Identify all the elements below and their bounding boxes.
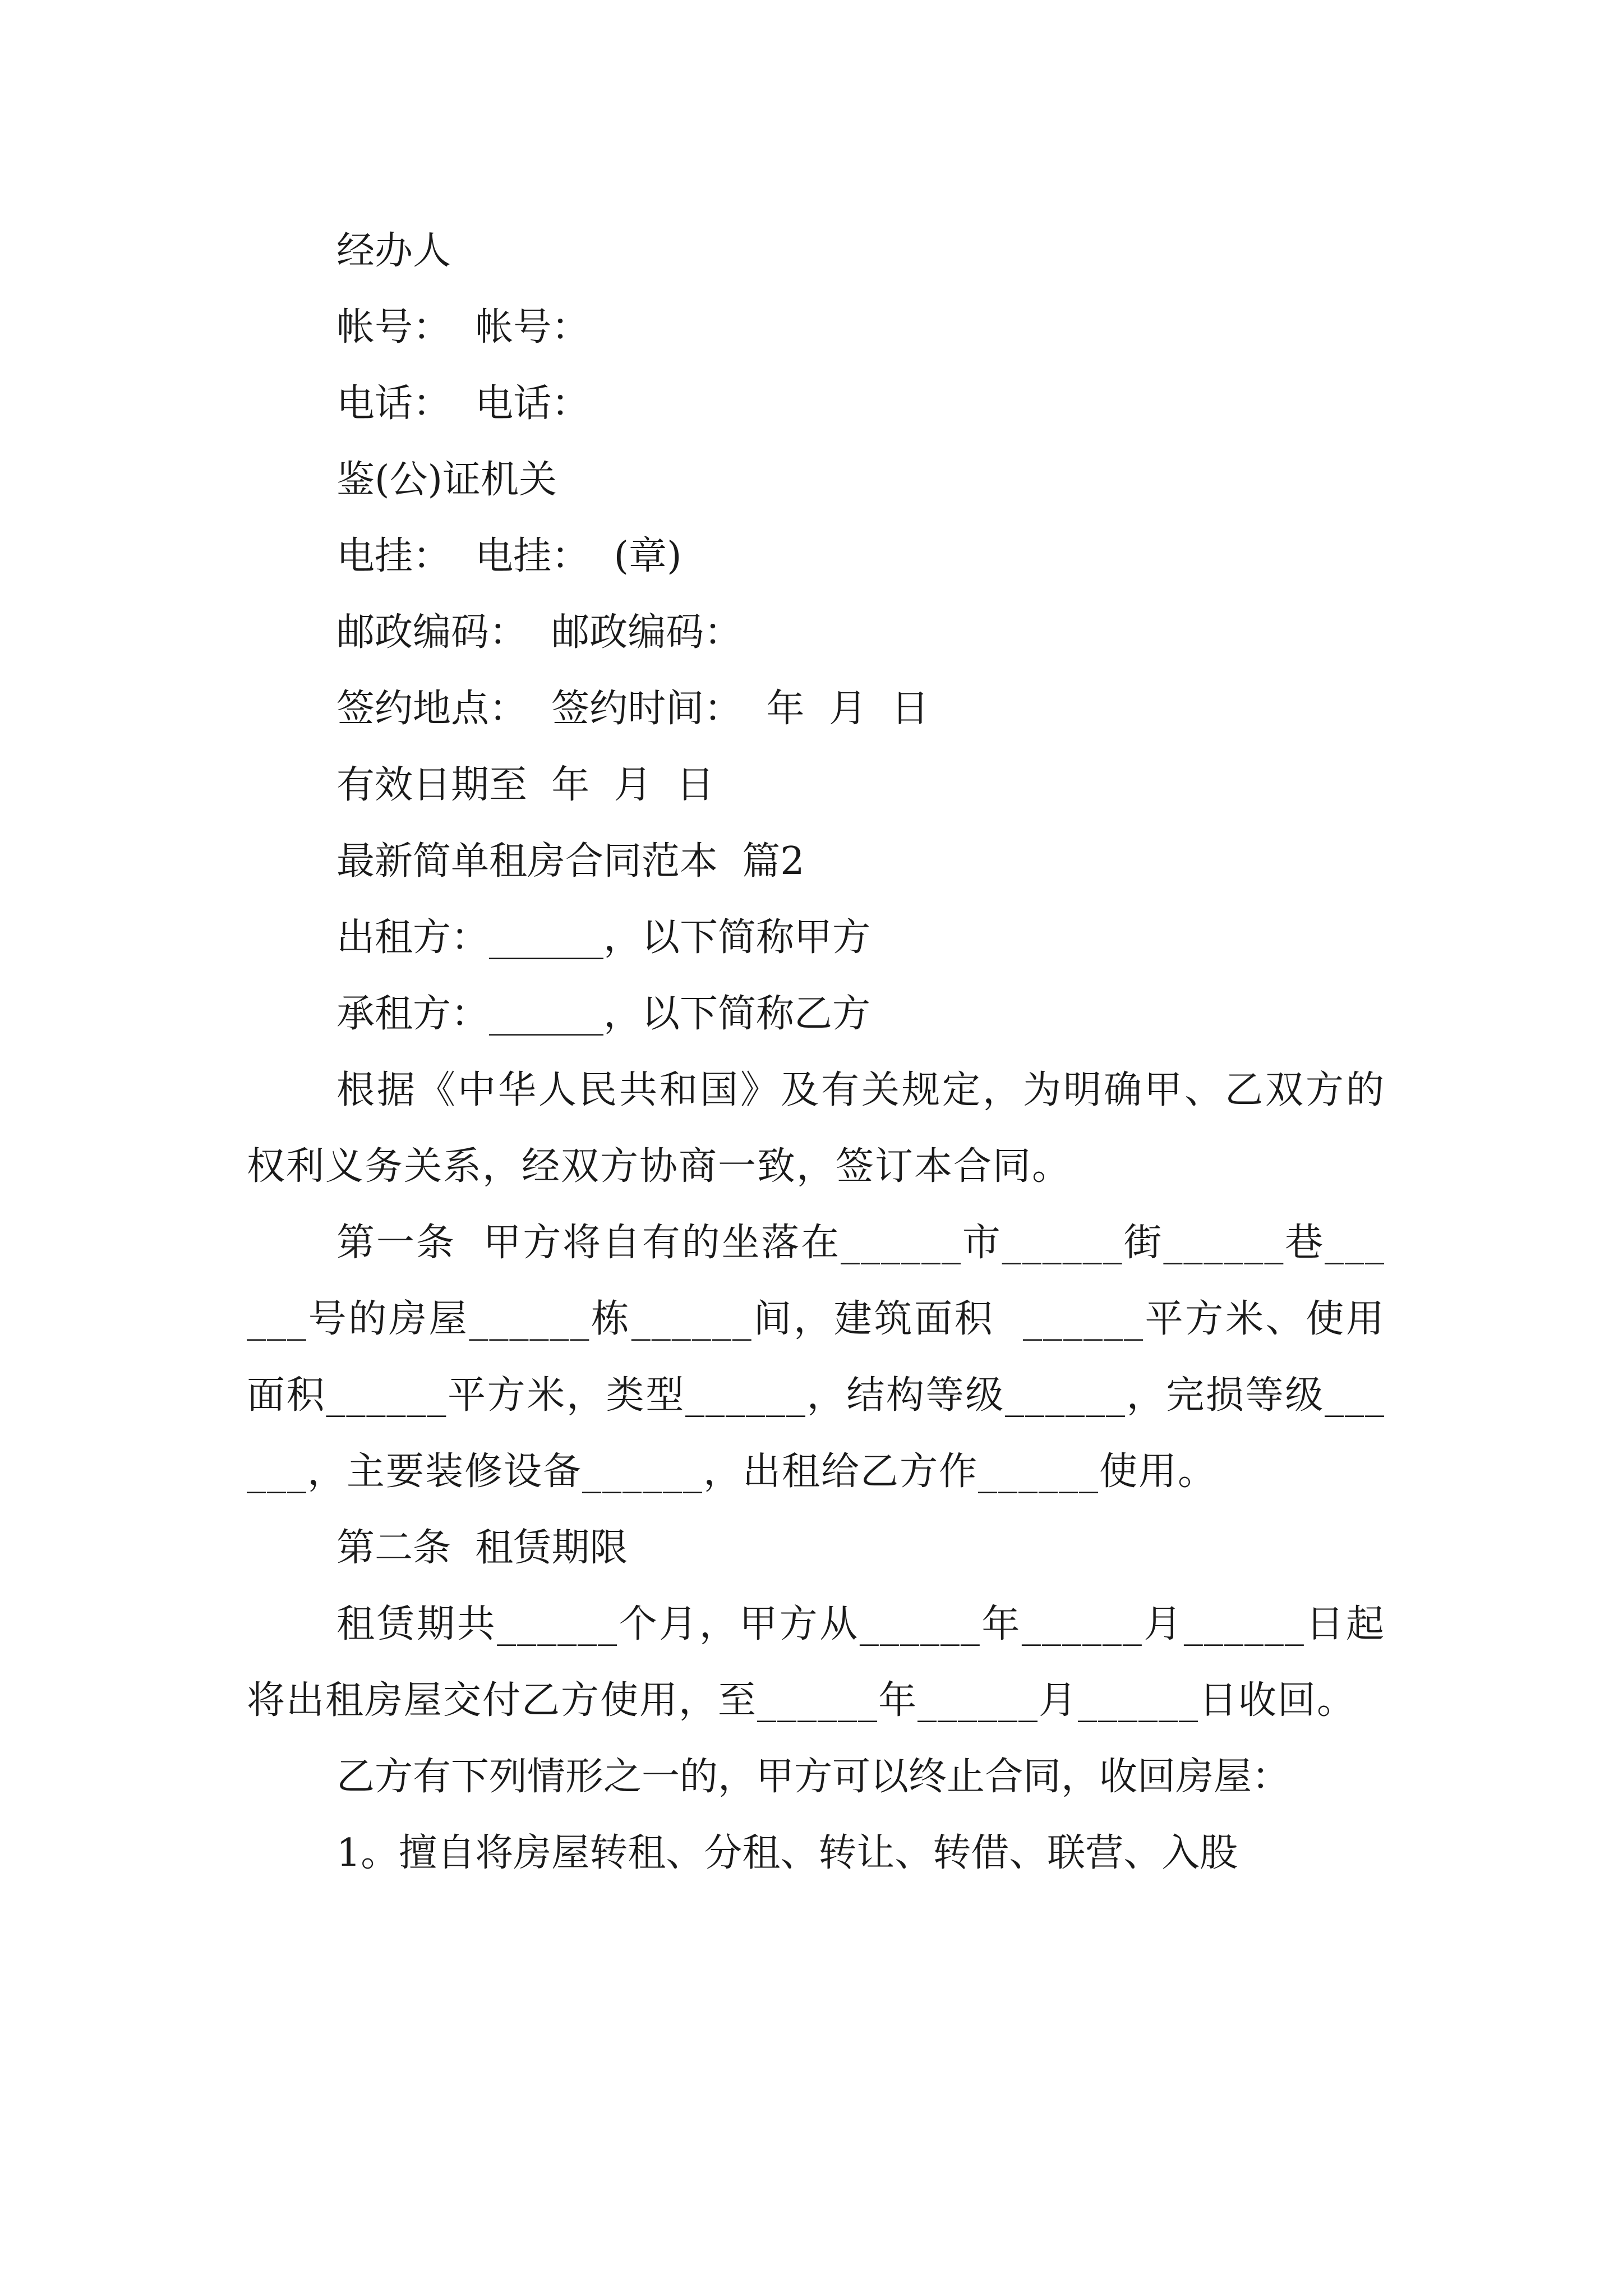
line-valid-until: 有效日期至 年 月 日 [336, 763, 714, 807]
paragraph-termination: 乙方有下列情形之一的，甲方可以终止合同，收回房屋： [336, 1755, 1290, 1799]
document-body [247, 213, 1385, 1892]
line-phone: 电话： 电话： [336, 381, 590, 426]
paragraph-article-2-title: 第二条 租赁期限 [336, 1526, 628, 1570]
paragraph-lease-term: 租赁期共______个月，甲方从______年______月______日起将出租房屋交付乙方使用，至______年______月______日收回。 [247, 1602, 1385, 1723]
paragraph-article-1: 第一条 甲方将自有的坐落在______市______街______巷______号的房屋______栋______间，建筑面积 ______平方米、使用面积______平方米，类型______，结构等级______，完损等级______，主要装修设备______，出租给乙方作______使用。 [247, 1221, 1385, 1494]
line-agent: 经办人 [336, 229, 451, 273]
line-sign-place-time: 签约地点： 签约时间： 年 月 日 [336, 687, 929, 731]
line-lessee: 承租方：______，以下简称乙方 [336, 992, 871, 1036]
section-title: 最新简单租房合同范本 篇2 [336, 839, 805, 884]
line-postcode: 邮政编码： 邮政编码： [336, 610, 743, 655]
paragraph-basis: 根据《中华人民共和国》及有关规定，为明确甲、乙双方的权利义务关系，经双方协商一致，签订本合同。 [247, 1068, 1385, 1189]
line-account: 帐号： 帐号： [336, 305, 590, 349]
line-telegraph: 电挂： 电挂： (章) [336, 534, 682, 578]
line-notary: 鉴(公)证机关 [336, 458, 557, 502]
line-lessor: 出租方：______，以下简称甲方 [336, 915, 871, 960]
paragraph-item-1: 1。擅自将房屋转租、分租、转让、转借、联营、入股 [336, 1831, 1238, 1875]
